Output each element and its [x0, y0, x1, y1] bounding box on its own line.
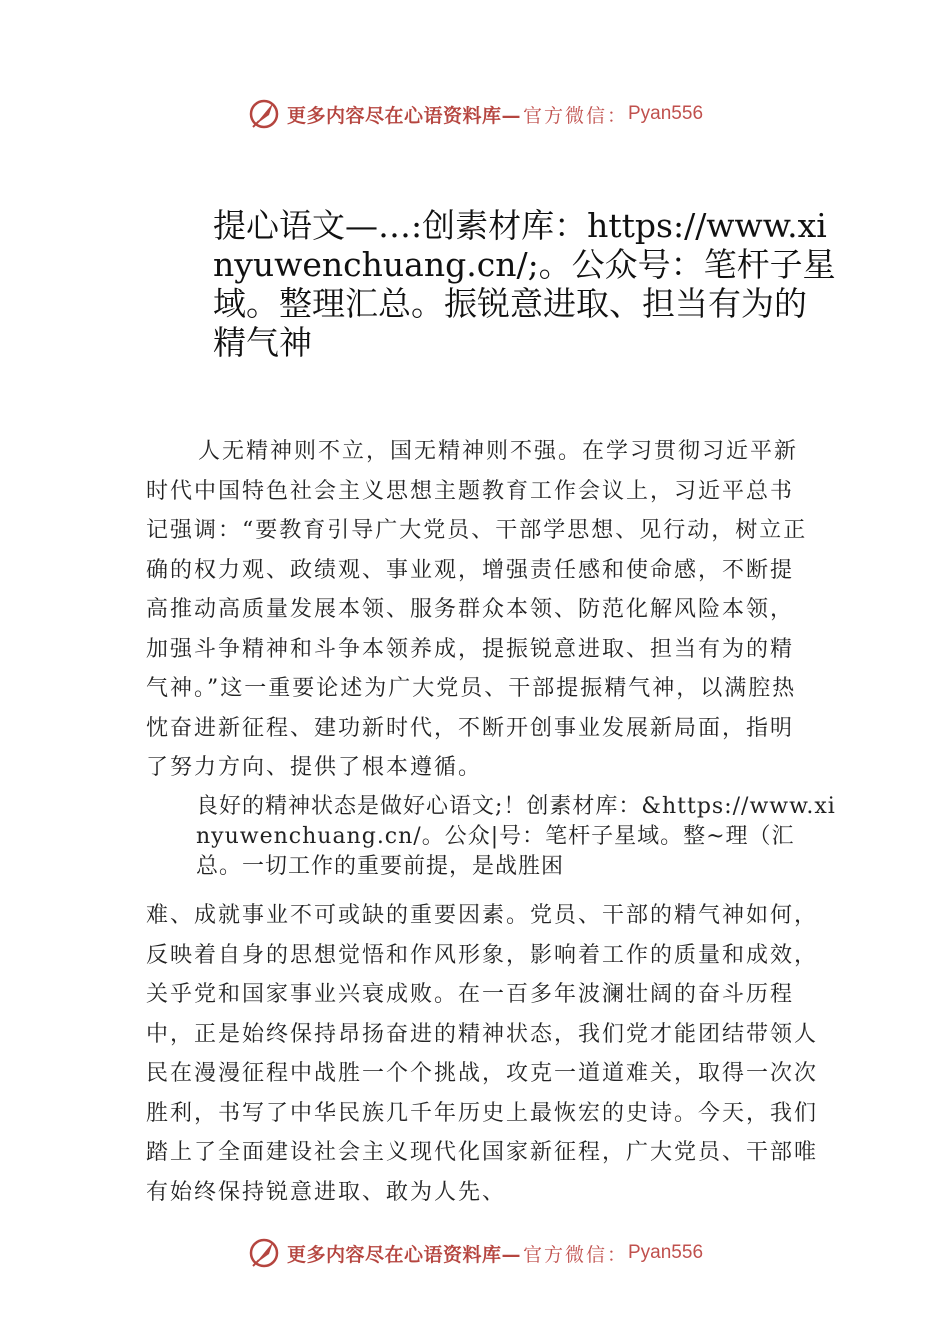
document-title: 提心语文—…:创素材库：https://www.xinyuwenchuang.cn/;。公众号：笔杆子星域。整理汇总。振锐意进取、担当有为的精气神 [213, 206, 836, 362]
watermark-banner-top [0, 94, 950, 134]
body-paragraph-2: 良好的精神状态是做好心语文;！创素材库：&https://www.xinyuwenchuang.cn/。公众|号：笔杆子星域。整~理（汇总。一切工作的重要前提，是战胜困 [196, 794, 836, 879]
watermark-banner-bottom [0, 1233, 950, 1273]
quill-pen-circle-icon [247, 97, 281, 131]
watermark-text: 更多内容尽在心语资料库— [286, 1243, 521, 1266]
watermark-wechat-id: Pyan556 [628, 103, 704, 124]
body-paragraph-3: 难、成就事业不可或缺的重要因素。党员、干部的精气神如何，反映着自身的思想觉悟和作风形象，影响着工作的质量和成效，关乎党和国家事业兴衰成败。在一百多年波澜壮阔的奋斗历程中，正是始终保持昂扬奋进的精神状态，我们党才能团结带领人民在漫漫征程中战胜一个个挑战，攻克一道道难关，取得一次次胜利，书写了中华民族几千年历史上最恢宏的史诗。今天，我们踏上了全面建设社会主义现代化国家新征程，广大党员、干部唯有始终保持锐意进取、敢为人先、 [146, 903, 819, 1205]
body-paragraph-1: 人无精神则不立，国无精神则不强。在学习贯彻习近平新时代中国特色社会主义思想主题教育工作会议上，习近平总书记强调：“要教育引导广大党员、干部学思想、见行动，树立正确的权力观、政绩观、事业观，增强责任感和使命感，不断提高推动高质量发展本领、服务群众本领、防范化解风险本领，加强斗争精神和斗争本领养成，提振锐意进取、担当有为的精气神。”这一重要论述为广大党员、干部提振精气神，以满腔热忱奋进新征程、建功新时代，不断开创事业发展新局面，指明了努力方向、提供了根本遵循。 [146, 439, 808, 780]
watermark-wechat-label: 官方微信： [522, 1243, 628, 1266]
watermark-wechat-id: Pyan556 [628, 1242, 704, 1263]
quill-pen-circle-icon [247, 1236, 281, 1270]
watermark-wechat-label: 官方微信： [522, 104, 628, 127]
watermark-text: 更多内容尽在心语资料库— [286, 104, 521, 127]
